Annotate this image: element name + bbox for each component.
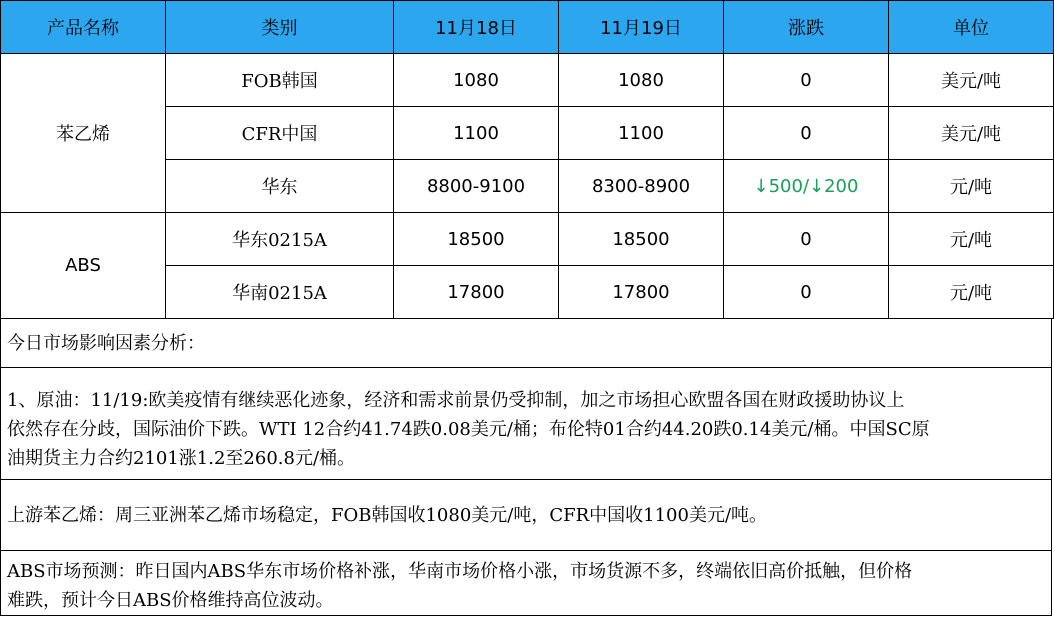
row-unit: 元/吨 (889, 213, 1054, 266)
header-change: 涨跌 (724, 1, 889, 54)
table-header-row (1, 1, 1054, 54)
row-unit: 美元/吨 (889, 107, 1054, 160)
abs-forecast-note (0, 551, 1052, 616)
header-unit: 单位 (889, 1, 1054, 54)
row-unit: 元/吨 (889, 266, 1054, 319)
row-category: 华东 (166, 160, 394, 213)
abs-forecast-line: 难跌，预计今日ABS价格维持高位波动。 (7, 590, 334, 611)
table-row (1, 54, 1054, 107)
styrene-note-text: 上游苯乙烯：周三亚洲苯乙烯市场稳定，FOB韩国收1080美元/吨，CFR中国收1100美元/吨。 (7, 505, 768, 526)
row-unit: 元/吨 (889, 160, 1054, 213)
row-category: FOB韩国 (166, 54, 394, 107)
header-date1: 11月18日 (394, 1, 559, 54)
abs-forecast-line: ABS市场预测：昨日国内ABS华东市场价格补涨，华南市场价格小涨，市场货源不多，终端依旧高价抵触，但价格 (7, 561, 913, 582)
crude-oil-line: 1、原油：11/19:欧美疫情有继续恶化迹象，经济和需求前景仍受抑制，加之市场担心欧盟各国在财政援助协议上 (7, 390, 905, 411)
table-row (1, 213, 1054, 266)
row-date2-value: 1080 (559, 54, 724, 107)
row-date1-value: 17800 (394, 266, 559, 319)
row-change-value: 0 (724, 54, 889, 107)
row-change-value: 0 (724, 107, 889, 160)
header-product: 产品名称 (1, 1, 166, 54)
crude-oil-note (0, 368, 1052, 480)
row-date1-value: 8800-9100 (394, 160, 559, 213)
row-category: 华东0215A (166, 213, 394, 266)
row-change-value: 0 (724, 213, 889, 266)
analysis-title: 今日市场影响因素分析： (7, 333, 205, 354)
row-date2-value: 17800 (559, 266, 724, 319)
crude-oil-line: 油期货主力合约2101涨1.2至260.8元/桶。 (7, 448, 356, 469)
row-unit: 美元/吨 (889, 54, 1054, 107)
row-date1-value: 1100 (394, 107, 559, 160)
row-category: 华南0215A (166, 266, 394, 319)
styrene-note (0, 480, 1052, 551)
row-date2-value: 8300-8900 (559, 160, 724, 213)
row-date1-value: 1080 (394, 54, 559, 107)
crude-oil-line: 依然存在分歧，国际油价下跌。WTI 12合约41.74跌0.08美元/桶；布伦特01合约44.20跌0.14美元/桶。中国SC原 (7, 419, 930, 440)
product-name-abs: ABS (1, 213, 166, 319)
row-date2-value: 18500 (559, 213, 724, 266)
header-category: 类别 (166, 1, 394, 54)
header-date2: 11月19日 (559, 1, 724, 54)
row-date2-value: 1100 (559, 107, 724, 160)
row-change-value-down: ↓500/↓200 (724, 160, 889, 213)
row-category: CFR中国 (166, 107, 394, 160)
row-date1-value: 18500 (394, 213, 559, 266)
row-change-value: 0 (724, 266, 889, 319)
product-name-styrene: 苯乙烯 (1, 54, 166, 213)
analysis-title-box (0, 319, 1052, 368)
